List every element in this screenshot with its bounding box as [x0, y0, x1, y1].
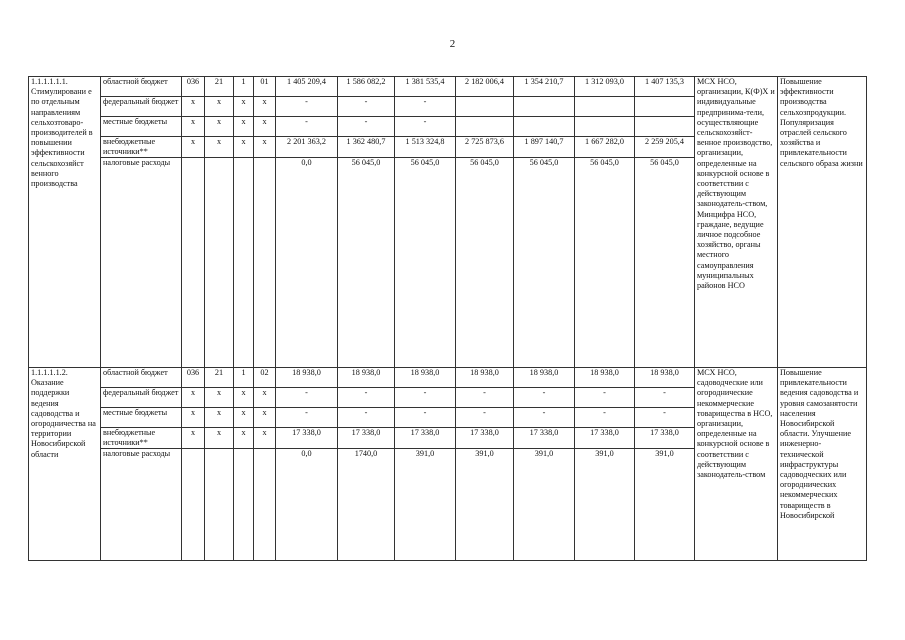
- funding-value: 18 938,0: [395, 368, 456, 388]
- code-program: [205, 449, 234, 561]
- funding-value: 2 182 006,4: [456, 77, 514, 97]
- table-row: [29, 368, 867, 388]
- funding-value: [514, 117, 575, 137]
- code-activity: x: [254, 408, 276, 428]
- funding-source-label: внебюджетные источники**: [101, 137, 182, 158]
- code-gruppa: x: [182, 97, 205, 117]
- funding-value: 1 405 209,4: [276, 77, 338, 97]
- funding-value: 56 045,0: [514, 158, 575, 368]
- code-activity: x: [254, 117, 276, 137]
- code-subprogram: x: [234, 137, 254, 158]
- code-gruppa: 036: [182, 77, 205, 97]
- expected-result-cell: Повышение эффективности производства сельхозпродукции. Популяризация отраслей сельского хозяйства и привлекательности сельского образа жизни: [778, 77, 867, 368]
- funding-value: -: [635, 388, 695, 408]
- code-subprogram: x: [234, 97, 254, 117]
- funding-value: [575, 117, 635, 137]
- code-subprogram: 1: [234, 368, 254, 388]
- activity-cell: [29, 368, 101, 561]
- code-program: 21: [205, 368, 234, 388]
- activity-code: 1.1.1.1.1.1.: [31, 77, 68, 86]
- code-activity: [254, 449, 276, 561]
- funding-source-label: налоговые расходы: [101, 158, 182, 368]
- funding-value: 1 407 135,3: [635, 77, 695, 97]
- funding-value: 391,0: [635, 449, 695, 561]
- code-program: x: [205, 137, 234, 158]
- funding-value: 56 045,0: [456, 158, 514, 368]
- funding-value: -: [395, 408, 456, 428]
- code-gruppa: 036: [182, 368, 205, 388]
- funding-value: -: [276, 97, 338, 117]
- funding-value: 1 667 282,0: [575, 137, 635, 158]
- funding-value: -: [338, 388, 395, 408]
- funding-value: 17 338,0: [395, 428, 456, 449]
- code-activity: x: [254, 137, 276, 158]
- funding-value: [514, 97, 575, 117]
- funding-value: 1 362 480,7: [338, 137, 395, 158]
- funding-source-label: местные бюджеты: [101, 408, 182, 428]
- funding-value: 17 338,0: [456, 428, 514, 449]
- code-program: x: [205, 97, 234, 117]
- funding-value: 18 938,0: [635, 368, 695, 388]
- funding-value: [575, 97, 635, 117]
- funding-value: 1 312 093,0: [575, 77, 635, 97]
- funding-value: [635, 117, 695, 137]
- code-activity: 02: [254, 368, 276, 388]
- funding-value: -: [456, 388, 514, 408]
- activity-cell: [29, 77, 101, 368]
- funding-value: 1740,0: [338, 449, 395, 561]
- code-gruppa: x: [182, 428, 205, 449]
- funding-value: 56 045,0: [575, 158, 635, 368]
- expected-result-cell: Повышение привлекательности ведения садоводства и уровня самозанятости населения Новосибирской области. Улучшение инженерно-технической инфраструктуры садоводческих или огороднических некоммерческих товариществ в Новосибирской: [778, 368, 867, 561]
- funding-value: 17 338,0: [575, 428, 635, 449]
- funding-value: 1 354 210,7: [514, 77, 575, 97]
- code-program: 21: [205, 77, 234, 97]
- code-gruppa: x: [182, 137, 205, 158]
- code-program: x: [205, 117, 234, 137]
- funding-value: 391,0: [514, 449, 575, 561]
- funding-source-label: областной бюджет: [101, 77, 182, 97]
- funding-value: 1 586 082,2: [338, 77, 395, 97]
- code-subprogram: x: [234, 117, 254, 137]
- funding-value: -: [395, 97, 456, 117]
- funding-source-label: местные бюджеты: [101, 117, 182, 137]
- funding-value: 17 338,0: [514, 428, 575, 449]
- funding-value: -: [276, 408, 338, 428]
- funding-value: 1 513 324,8: [395, 137, 456, 158]
- funding-value: [456, 117, 514, 137]
- code-subprogram: [234, 158, 254, 368]
- activity-name: Стимулировани е по отдельным направлениям сельхозтоваро-производителей в повышении эффективности сельскохозяйст венного производства: [31, 87, 93, 189]
- page-number: 2: [449, 38, 456, 50]
- funding-value: -: [456, 408, 514, 428]
- code-subprogram: 1: [234, 77, 254, 97]
- funding-value: -: [635, 408, 695, 428]
- funding-value: 391,0: [575, 449, 635, 561]
- funding-value: 18 938,0: [338, 368, 395, 388]
- funding-value: 2 259 205,4: [635, 137, 695, 158]
- code-activity: [254, 158, 276, 368]
- funding-value: -: [514, 388, 575, 408]
- funding-value: 18 938,0: [456, 368, 514, 388]
- code-program: x: [205, 388, 234, 408]
- funding-value: 0,0: [276, 158, 338, 368]
- funding-value: 2 725 873,6: [456, 137, 514, 158]
- funding-source-label: федеральный бюджет: [101, 388, 182, 408]
- funding-value: 1 381 535,4: [395, 77, 456, 97]
- code-gruppa: x: [182, 117, 205, 137]
- funding-value: 56 045,0: [338, 158, 395, 368]
- code-subprogram: x: [234, 388, 254, 408]
- funding-value: -: [276, 117, 338, 137]
- funding-source-label: внебюджетные источники**: [101, 428, 182, 449]
- funding-value: -: [575, 408, 635, 428]
- table-row: [29, 77, 867, 97]
- code-program: x: [205, 428, 234, 449]
- funding-value: -: [338, 408, 395, 428]
- funding-value: [635, 97, 695, 117]
- code-gruppa: x: [182, 388, 205, 408]
- funding-value: 17 338,0: [276, 428, 338, 449]
- code-program: [205, 158, 234, 368]
- executors-cell: МСХ НСО, организации, К(Ф)Х и индивидуальные предпринима-тели, осуществляющие сельскохозяйст-венное производство, организации, определенные на конкурсной основе в соответствии с действующим законодатель-ством, Минцифра НСО, граждане, ведущие личное подсобное хозяйство, органы местного самоуправления муниципальных районов НСО: [695, 77, 778, 368]
- funding-value: 391,0: [395, 449, 456, 561]
- funding-value: 56 045,0: [395, 158, 456, 368]
- code-gruppa: [182, 449, 205, 561]
- funding-value: 2 201 363,2: [276, 137, 338, 158]
- funding-value: 1 897 140,7: [514, 137, 575, 158]
- funding-source-label: налоговые расходы: [101, 449, 182, 561]
- code-gruppa: [182, 158, 205, 368]
- funding-value: 56 045,0: [635, 158, 695, 368]
- funding-source-label: федеральный бюджет: [101, 97, 182, 117]
- executors-cell: МСХ НСО, садоводческие или огороднические некоммерческие товарищества в НСО, организации, определенные на конкурсной основе в соответствии с действующим законодатель-ством: [695, 368, 778, 561]
- funding-value: -: [514, 408, 575, 428]
- funding-value: -: [338, 117, 395, 137]
- code-program: x: [205, 408, 234, 428]
- funding-value: 0,0: [276, 449, 338, 561]
- code-subprogram: [234, 449, 254, 561]
- funding-value: [456, 97, 514, 117]
- code-gruppa: x: [182, 408, 205, 428]
- activity-name: Оказание поддержки ведения садоводства и огородничества на территории Новосибирской области: [31, 378, 96, 459]
- code-activity: 01: [254, 77, 276, 97]
- funding-value: 17 338,0: [338, 428, 395, 449]
- funding-value: -: [276, 388, 338, 408]
- code-activity: x: [254, 388, 276, 408]
- funding-value: -: [338, 97, 395, 117]
- activity-code: 1.1.1.1.1.2.: [31, 368, 68, 377]
- funding-value: 17 338,0: [635, 428, 695, 449]
- funding-value: 18 938,0: [514, 368, 575, 388]
- funding-source-label: областной бюджет: [101, 368, 182, 388]
- funding-value: 18 938,0: [276, 368, 338, 388]
- funding-value: -: [395, 388, 456, 408]
- funding-value: -: [395, 117, 456, 137]
- code-subprogram: x: [234, 428, 254, 449]
- program-activities-table: [28, 76, 867, 561]
- funding-value: 391,0: [456, 449, 514, 561]
- code-activity: x: [254, 428, 276, 449]
- funding-value: 18 938,0: [575, 368, 635, 388]
- funding-value: -: [575, 388, 635, 408]
- code-subprogram: x: [234, 408, 254, 428]
- code-activity: x: [254, 97, 276, 117]
